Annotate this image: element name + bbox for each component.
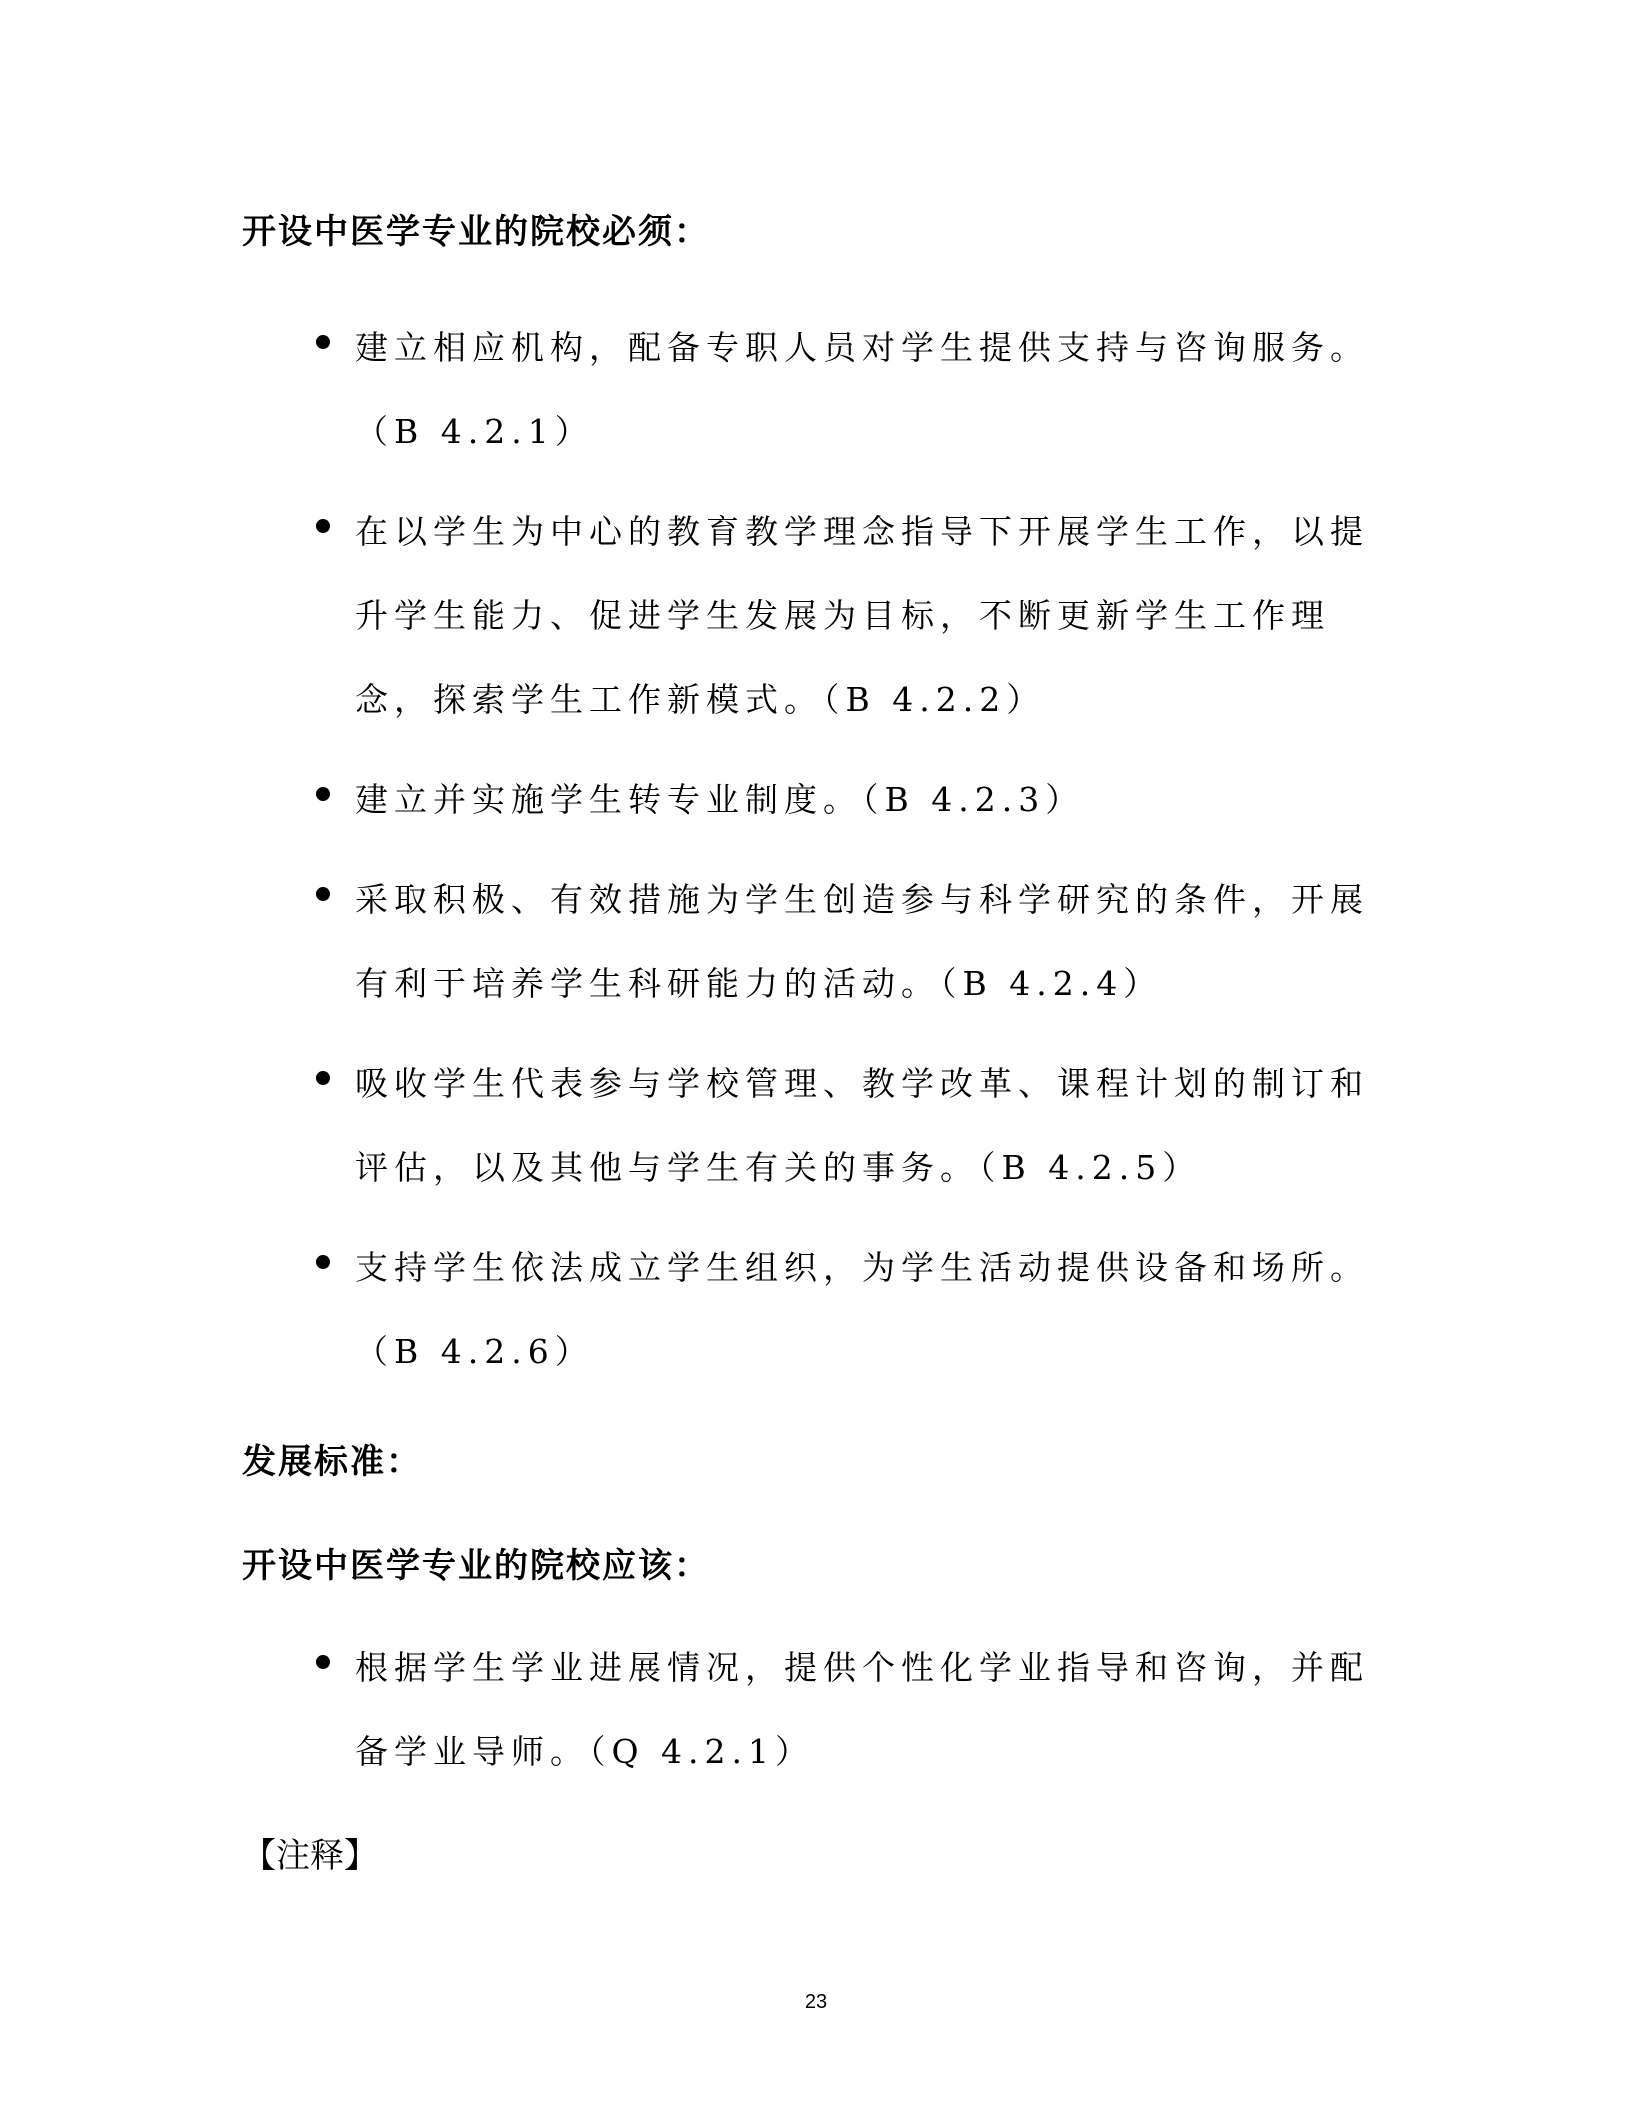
bullet-icon: [316, 1655, 330, 1669]
page-number: 23: [804, 1991, 828, 2013]
bullet-icon: [316, 335, 330, 349]
annotation-label: 【注释】: [242, 1836, 378, 1876]
bullet-icon: [316, 1255, 330, 1269]
list-item-text: 采取积极、有效措施为学生创造参与科学研究的条件，开展有利于培养学生科研能力的活动。（B 4.2.4）: [355, 880, 1369, 1003]
bullet-icon: [316, 519, 330, 533]
list-item-text: 在以学生为中心的教育教学理念指导下开展学生工作，以提升学生能力、促进学生发展为目标，不断更新学生工作理念，探索学生工作新模式。（B 4.2.2）: [355, 512, 1369, 719]
list-item-text: 支持学生依法成立学生组织，为学生活动提供设备和场所。（B 4.2.6）: [355, 1248, 1369, 1371]
list-item-text: 建立并实施学生转专业制度。（B 4.2.3）: [355, 780, 1085, 819]
list-item-text: 吸收学生代表参与学校管理、教学改革、课程计划的制订和评估，以及其他与学生有关的事务。（B 4.2.5）: [355, 1064, 1369, 1187]
bullet-icon: [316, 787, 330, 801]
development-standard-title: 发展标准：: [242, 1442, 422, 1482]
section-heading-mandatory: 开设中医学专业的院校必须：: [242, 212, 710, 252]
bullet-icon: [316, 1071, 330, 1085]
bullet-icon: [316, 887, 330, 901]
list-item-text: 根据学生学业进展情况，提供个性化学业指导和咨询，并配备学业导师。（Q 4.2.1）: [355, 1648, 1369, 1771]
section-heading-development: 开设中医学专业的院校应该：: [242, 1546, 710, 1586]
list-item-text: 建立相应机构，配备专职人员对学生提供支持与咨询服务。（B 4.2.1）: [355, 328, 1369, 451]
